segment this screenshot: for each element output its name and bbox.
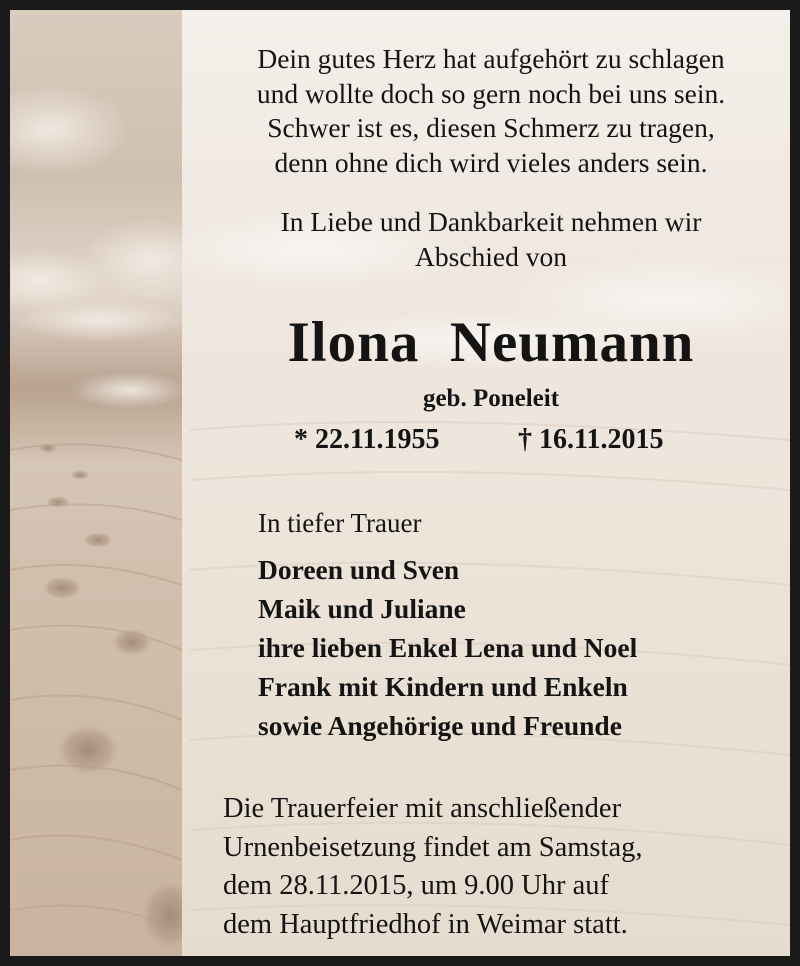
- mourner-line: sowie Angehörige und Freunde: [258, 710, 622, 741]
- mourners-list: [258, 550, 637, 745]
- mourner-line: Maik und Juliane: [258, 593, 466, 624]
- memorial-verse: [182, 42, 800, 180]
- farewell-text: [182, 204, 800, 274]
- footprints-photo: [10, 10, 182, 956]
- mourner-line: ihre lieben Enkel Lena und Noel: [258, 632, 638, 663]
- death-date: † 16.11.2015: [518, 424, 664, 455]
- verse-line: denn ohne dich wird vieles anders sein.: [274, 146, 708, 178]
- farewell-line: Abschied von: [415, 241, 567, 272]
- farewell-line: In Liebe und Dankbarkeit nehmen wir: [280, 206, 702, 237]
- funeral-service-info: [223, 790, 642, 944]
- mourner-line: Frank mit Kindern und Enkeln: [258, 671, 628, 702]
- mourning-intro: In tiefer Trauer: [258, 508, 422, 538]
- service-line: dem 28.11.2015, um 9.00 Uhr auf: [223, 870, 610, 901]
- verse-line: Dein gutes Herz hat aufgehört zu schlagen: [257, 43, 725, 74]
- photo-strip: [10, 10, 182, 956]
- service-line: dem Hauptfriedhof in Weimar statt.: [223, 908, 628, 940]
- deceased-name: Ilona Neumann: [287, 311, 695, 374]
- verse-line: und wollte doch so gern noch bei uns sein.: [256, 77, 726, 109]
- service-line: Die Trauerfeier mit anschließender: [223, 793, 622, 824]
- mourner-line: Doreen und Sven: [258, 554, 460, 585]
- birth-name: geb. Poneleit: [422, 385, 560, 412]
- birth-date: * 22.11.1955: [294, 424, 440, 455]
- service-line: Urnenbeisetzung findet am Samstag,: [223, 831, 643, 863]
- verse-line: Schwer ist es, diesen Schmerz zu tragen,: [267, 112, 715, 143]
